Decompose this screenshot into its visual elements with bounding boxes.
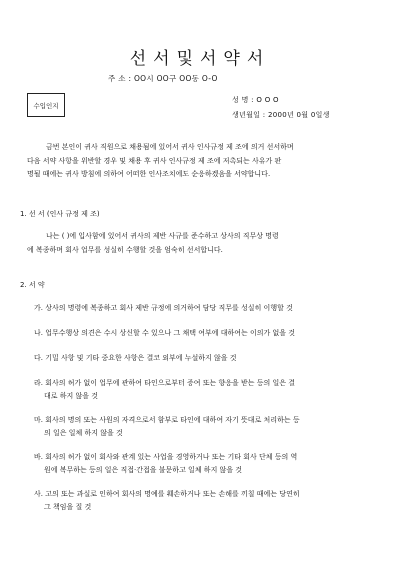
pledge-item-continuation: 대로 하지 않을 것: [44, 392, 99, 400]
pledge-item-continuation: 그 책임을 질 것: [44, 503, 92, 511]
intro-line-3: 명될 때에는 귀사 방침에 의하여 어떠한 인사조치에도 순응하겠음을 서약합니다.: [27, 170, 271, 178]
pledge-item-text: 라. 회사의 허가 없이 업무에 관하여 타인으로부터 증여 또는 향응을 받는 등의 일은 결: [34, 379, 296, 387]
address-line: 주 소 : OO시 OO구 OO동 O-O: [108, 74, 218, 83]
intro-line-2: 다음 서약 사항을 위반할 경우 및 채용 후 귀사 인사규정 제 조에 저촉되는 사유가 판: [27, 156, 282, 165]
pledge-item-text: 나. 업무수행상 의견은 수시 상신할 수 있으나 그 채택 여부에 대하여는 이의가 없을 것: [34, 329, 296, 337]
pledge-item: [34, 302, 293, 315]
section-2-heading: 2. 서 약: [20, 281, 45, 289]
name-line: 성 명 : O O O: [232, 96, 279, 104]
pledge-item-text: 마. 회사의 명의 또는 사원의 자격으로서 함부로 타인에 대하여 자기 뜻대로 처리하는 등: [34, 416, 300, 424]
section-1-heading: 1. 선 서 (인사 규정 제 조): [20, 210, 100, 218]
pledge-item: [34, 327, 295, 340]
pledge-item-text: 바. 회사의 허가 없이 회사와 관계 있는 사업을 경영하거나 또는 기타 회사 단체 등의 역: [34, 453, 298, 461]
pledge-item: [34, 451, 297, 477]
intro-line-1: 금번 본인이 귀사 직원으로 채용됨에 있어서 귀사 인사규정 제 조에 의거 선서하며: [46, 143, 294, 151]
pledge-item: [34, 414, 300, 440]
document-title: 선서및서약서: [129, 49, 271, 69]
pledge-item-continuation: 의 일은 일체 하지 않을 것: [44, 429, 123, 437]
pledge-item: [34, 352, 237, 365]
pledge-item-continuation: 원에 복무하는 등의 일은 직접·간접을 불문하고 일체 하지 않을 것: [44, 466, 243, 474]
pledge-item-text: 다. 기밀 사항 및 기타 중요한 사항은 결코 외부에 누설하지 않을 것: [34, 354, 237, 362]
pledge-item: [34, 488, 300, 514]
pledge-item-text: 사. 고의 또는 과실로 인하여 회사의 명예를 훼손하거나 또는 손해를 끼칠 때에는 당연히: [34, 490, 300, 498]
revenue-stamp-box: 수입인지: [27, 93, 65, 117]
oath-line-2: 에 복종하며 회사 업무를 성실히 수행할 것을 엄숙히 선서합니다.: [27, 245, 223, 254]
birthdate-line: 생년월일 : 2000년 0월 0일생: [232, 111, 330, 119]
oath-line-1: 나는 ( )에 입사함에 있어서 귀사의 제반 사규를 준수하고 상사의 직무상 명령: [46, 232, 279, 240]
pledge-item: [34, 377, 295, 403]
pledge-item-text: 가. 상사의 명령에 복종하고 회사 제반 규정에 의거하여 담당 직무를 성실히 이행할 것: [34, 304, 293, 312]
